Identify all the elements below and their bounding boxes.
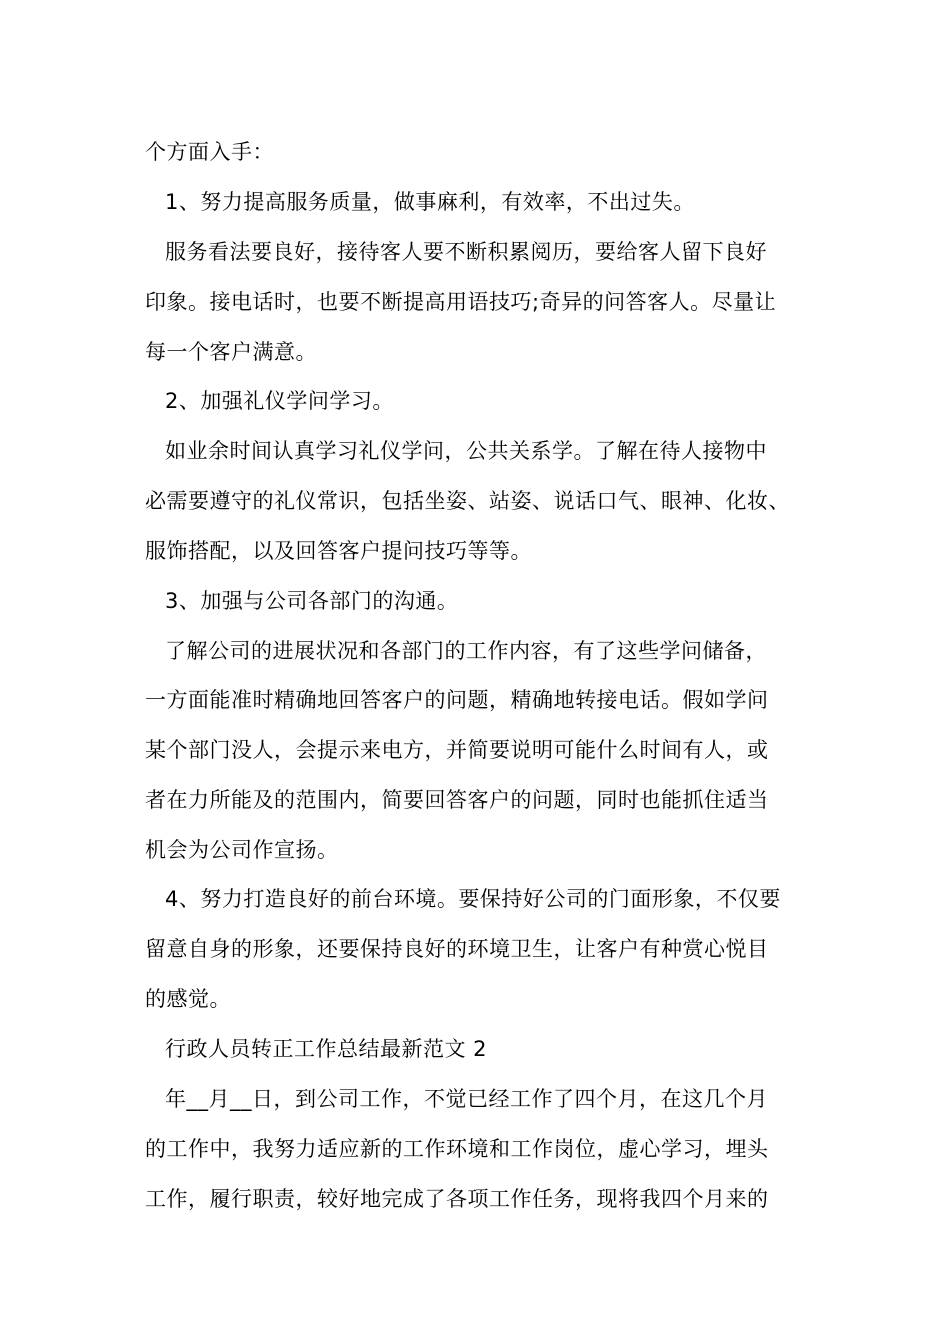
text-line: 的感觉。 <box>145 987 231 1011</box>
text-line: 的工作中，我努力适应新的工作环境和工作岗位，虚心学习，埋头 <box>145 1137 769 1161</box>
text-line: 者在力所能及的范围内，简要回答客户的问题，同时也能抓住适当 <box>145 788 769 812</box>
text-line: 留意自身的形象，还要保持良好的环境卫生，让客户有种赏心悦目 <box>145 937 769 961</box>
text-line: 一方面能准时精确地回答客户的问题，精确地转接电话。假如学问 <box>145 688 769 712</box>
text-line: 机会为公司作宣扬。 <box>145 838 339 862</box>
text-line: 如业余时间认真学习礼仪学问，公共关系学。了解在待人接物中 <box>165 439 767 463</box>
list-item-heading: 2、加强礼仪学问学习。 <box>165 389 394 413</box>
text-line: 必需要遵守的礼仪常识，包括坐姿、站姿、说话口气、眼神、化妆、 <box>145 489 790 513</box>
text-line: 工作，履行职责，较好地完成了各项工作任务，现将我四个月来的 <box>145 1187 769 1211</box>
text-line: 了解公司的进展状况和各部门的工作内容，有了这些学问储备， <box>165 639 767 663</box>
text-line: 服务看法要良好，接待客人要不断积累阅历，要给客人留下良好 <box>165 240 767 264</box>
list-item-heading: 3、加强与公司各部门的沟通。 <box>165 589 459 613</box>
text-line: 每一个客户满意。 <box>145 340 317 364</box>
list-item-heading: 1、努力提高服务质量，做事麻利，有效率，不出过失。 <box>165 190 695 214</box>
text-line: 某个部门没人，会提示来电方，并简要说明可能什么时间有人，或 <box>145 738 769 762</box>
text-line: 个方面入手： <box>145 140 274 164</box>
text-line: 印象。接电话时，也要不断提高用语技巧;奇异的问答客人。尽量让 <box>145 290 777 314</box>
text-line: 服饰搭配，以及回答客户提问技巧等等。 <box>145 539 532 563</box>
text-line: 年__月__日，到公司工作，不觉已经工作了四个月，在这几个月 <box>165 1087 768 1111</box>
section-title: 行政人员转正工作总结最新范文 2 <box>165 1037 488 1061</box>
list-item-heading: 4、努力打造良好的前台环境。要保持好公司的门面形象，不仅要 <box>165 887 781 911</box>
